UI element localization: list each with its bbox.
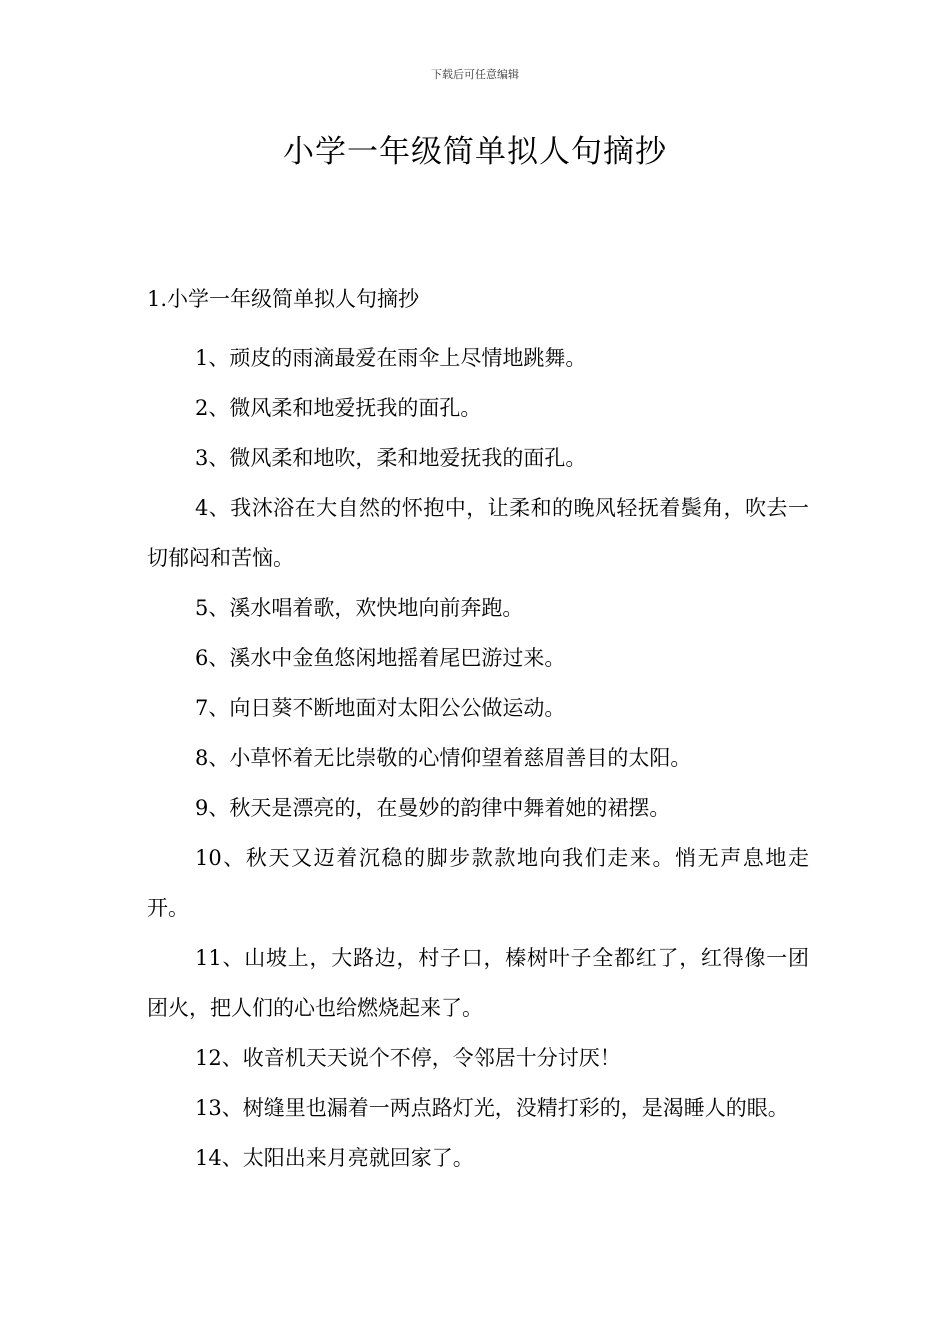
section-heading: 1.小学一年级简单拟人句摘抄	[147, 287, 420, 311]
list-item: 9、秋天是漂亮的，在曼妙的韵律中舞着她的裙摆。	[195, 796, 671, 820]
list-item: 8、小草怀着无比崇敬的心情仰望着慈眉善目的太阳。	[195, 746, 692, 770]
list-item: 6、溪水中金鱼悠闲地摇着尾巴游过来。	[195, 646, 566, 670]
list-item: 14、太阳出来月亮就回家了。	[195, 1146, 474, 1170]
list-item: 4、我沐浴在大自然的怀抱中，让柔和的晚风轻抚着鬓角，吹去一切郁闷和苦恼。	[147, 496, 809, 570]
list-item: 12、收音机天天说个不停，令邻居十分讨厌！	[195, 1046, 621, 1070]
list-item: 10、秋天又迈着沉稳的脚步款款地向我们走来。悄无声息地走开。	[147, 846, 809, 920]
header-note: 下载后可任意编辑	[431, 68, 519, 81]
list-item: 13、树缝里也漏着一两点路灯光，没精打彩的，是渴睡人的眼。	[195, 1096, 789, 1120]
page-title: 小学一年级简单拟人句摘抄	[283, 134, 667, 170]
list-item: 7、向日葵不断地面对太阳公公做运动。	[195, 696, 566, 720]
sentence-list	[147, 333, 809, 1183]
list-item: 11、山坡上，大路边，村子口，榛树叶子全都红了，红得像一团团火，把人们的心也给燃烧起来了。	[147, 946, 809, 1020]
list-item: 2、微风柔和地爱抚我的面孔。	[195, 396, 482, 420]
list-item: 5、溪水唱着歌，欢快地向前奔跑。	[195, 596, 524, 620]
list-item: 3、微风柔和地吹，柔和地爱抚我的面孔。	[195, 446, 587, 470]
list-item: 1、顽皮的雨滴最爱在雨伞上尽情地跳舞。	[195, 346, 587, 370]
